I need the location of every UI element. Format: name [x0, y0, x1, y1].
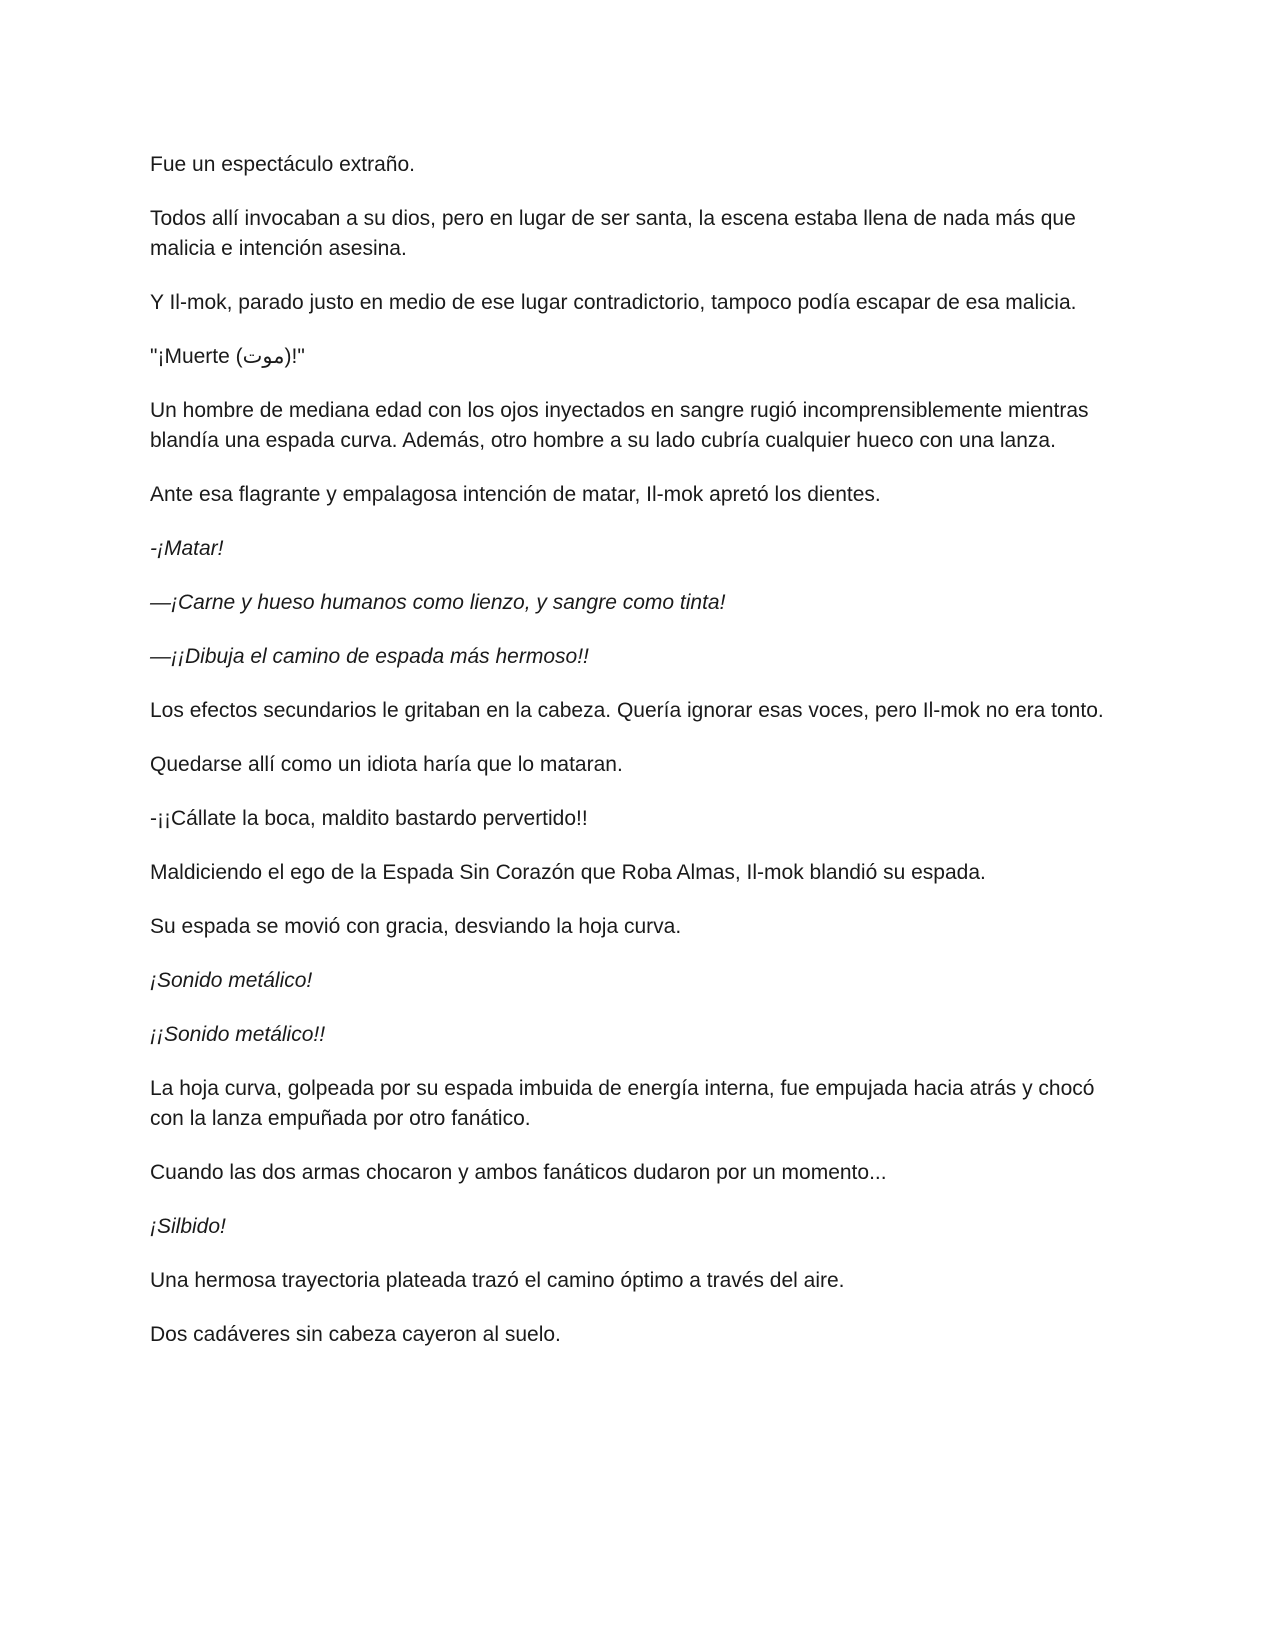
paragraph: Todos allí invocaban a su dios, pero en lugar de ser santa, la escena estaba llena de nada más que malicia e intención asesina. — [150, 207, 1076, 260]
paragraph-italic: -¡Matar! — [150, 537, 224, 560]
paragraph: -¡¡Cállate la boca, maldito bastardo pervertido!! — [150, 807, 588, 830]
paragraph: La hoja curva, golpeada por su espada imbuida de energía interna, fue empujada hacia atrás y chocó con la lanza empuñada por otro fanático. — [150, 1077, 1095, 1130]
paragraph-italic: ¡¡Sonido metálico!! — [150, 1023, 326, 1046]
paragraph-italic: —¡¡Dibuja el camino de espada más hermoso!! — [150, 645, 589, 668]
paragraph: Fue un espectáculo extraño. — [150, 153, 416, 176]
paragraph: "¡Muerte (موت)!" — [150, 345, 305, 368]
paragraph-italic: ¡Sonido metálico! — [150, 969, 313, 992]
paragraph: Una hermosa trayectoria plateada trazó el camino óptimo a través del aire. — [150, 1269, 845, 1292]
paragraph-italic: ¡Silbido! — [150, 1215, 226, 1238]
paragraph: Quedarse allí como un idiota haría que lo mataran. — [150, 753, 623, 776]
paragraph: Cuando las dos armas chocaron y ambos fanáticos dudaron por un momento... — [150, 1161, 887, 1184]
paragraph: Maldiciendo el ego de la Espada Sin Corazón que Roba Almas, Il-mok blandió su espada. — [150, 861, 986, 884]
paragraph: Un hombre de mediana edad con los ojos inyectados en sangre rugió incomprensiblemente mientras blandía una espada curva. Además, otro hombre a su lado cubría cualquier hueco con una lanza. — [150, 399, 1089, 452]
paragraph-italic: —¡Carne y hueso humanos como lienzo, y sangre como tinta! — [150, 591, 726, 614]
paragraph: Dos cadáveres sin cabeza cayeron al suelo. — [150, 1323, 561, 1346]
paragraph: Y Il-mok, parado justo en medio de ese lugar contradictorio, tampoco podía escapar de esa malicia. — [150, 291, 1077, 314]
paragraph: Ante esa flagrante y empalagosa intención de matar, Il-mok apretó los dientes. — [150, 483, 881, 506]
paragraph: Su espada se movió con gracia, desviando la hoja curva. — [150, 915, 682, 938]
document-body — [150, 150, 1120, 1350]
paragraph: Los efectos secundarios le gritaban en la cabeza. Quería ignorar esas voces, pero Il-mok no era tonto. — [150, 699, 1104, 722]
